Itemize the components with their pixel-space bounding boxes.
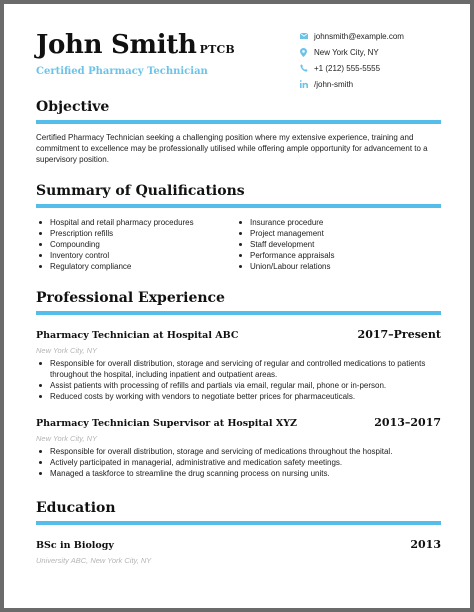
list-item: Managed a taskforce to streamline the drug scanning process on nursing units. [36,468,441,479]
candidate-name [36,30,235,60]
graduation-year: 2013 [410,538,441,551]
qualifications-heading: Summary of Qualifications [36,183,245,199]
credential: PTCB [199,43,235,56]
job-title: Certified Pharmacy Technician [36,66,208,77]
qualifications-columns [36,217,441,272]
list-item: Staff development [236,239,436,250]
list-item: Compounding [36,239,236,250]
contact-phone-text: +1 (212) 555-5555 [314,63,381,73]
job-entry [36,328,441,402]
contact-phone[interactable] [300,60,460,76]
list-item: Responsible for overall distribution, storage and servicing of medications throughout the hospital. [36,446,441,457]
location-pin-icon [300,48,314,57]
job-bullets [36,358,441,402]
section-divider [36,204,441,208]
objective-section [36,97,441,165]
section-divider [36,521,441,525]
job-title-text: Pharmacy Technician at Hospital ABC [36,330,239,341]
list-item: Inventory control [36,250,236,261]
contact-email[interactable] [300,28,460,44]
objective-text: Certified Pharmacy Technician seeking a challenging position where my extensive experience, training and commitment to excellence may be professionally utilised while offering ample opportunity for advancement to a supervisory position. [36,133,428,164]
list-item: Performance appraisals [236,250,436,261]
contact-block [300,28,460,92]
education-header [36,538,441,551]
linkedin-icon [300,80,314,88]
job-entry [36,416,441,479]
school-name: University ABC, New York City, NY [36,556,152,565]
envelope-icon [300,33,314,39]
list-item: Regulatory compliance [36,261,236,272]
list-item: Insurance procedure [236,217,436,228]
experience-heading: Professional Experience [36,290,225,306]
job-location: New York City, NY [36,434,97,443]
job-dates: 2013–2017 [374,416,441,429]
list-item: Hospital and retail pharmacy procedures [36,217,236,228]
contact-email-text: johnsmith@example.com [314,31,404,41]
contact-location-text: New York City, NY [314,47,379,57]
qualifications-section [36,181,441,272]
education-entry [36,538,441,565]
experience-section [36,288,441,479]
qualifications-left-list [36,217,236,272]
list-item: Prescription refills [36,228,236,239]
list-item: Union/Labour relations [236,261,436,272]
qualifications-right-list [236,217,436,272]
list-item: Reduced costs by working with vendors to negotiate better prices for pharmaceuticals. [36,391,441,402]
job-dates: 2017–Present [357,328,441,341]
resume-page [4,4,470,608]
contact-linkedin[interactable] [300,76,460,92]
list-item: Assist patients with processing of refills and partials via email, regular mail, phone or in-person. [36,380,441,391]
objective-heading: Objective [36,99,110,115]
education-section [36,498,441,568]
section-divider [36,120,441,124]
job-location: New York City, NY [36,346,97,355]
contact-location [300,44,460,60]
job-title-text: Pharmacy Technician Supervisor at Hospital XYZ [36,418,297,429]
section-divider [36,311,441,315]
job-bullets [36,446,441,479]
phone-icon [300,64,314,72]
list-item: Responsible for overall distribution, storage and servicing of regular and controlled medications to patients throughout the hospital, including inpatient and outpatient areas. [36,358,441,380]
list-item: Actively participated in managerial, administrative and medication safety meetings. [36,457,441,468]
list-item: Project management [236,228,436,239]
degree-text: BSc in Biology [36,540,114,551]
job-header [36,416,441,429]
name-text: John Smith [36,30,197,60]
contact-linkedin-text: /john-smith [314,79,354,89]
education-heading: Education [36,500,116,516]
job-header [36,328,441,341]
